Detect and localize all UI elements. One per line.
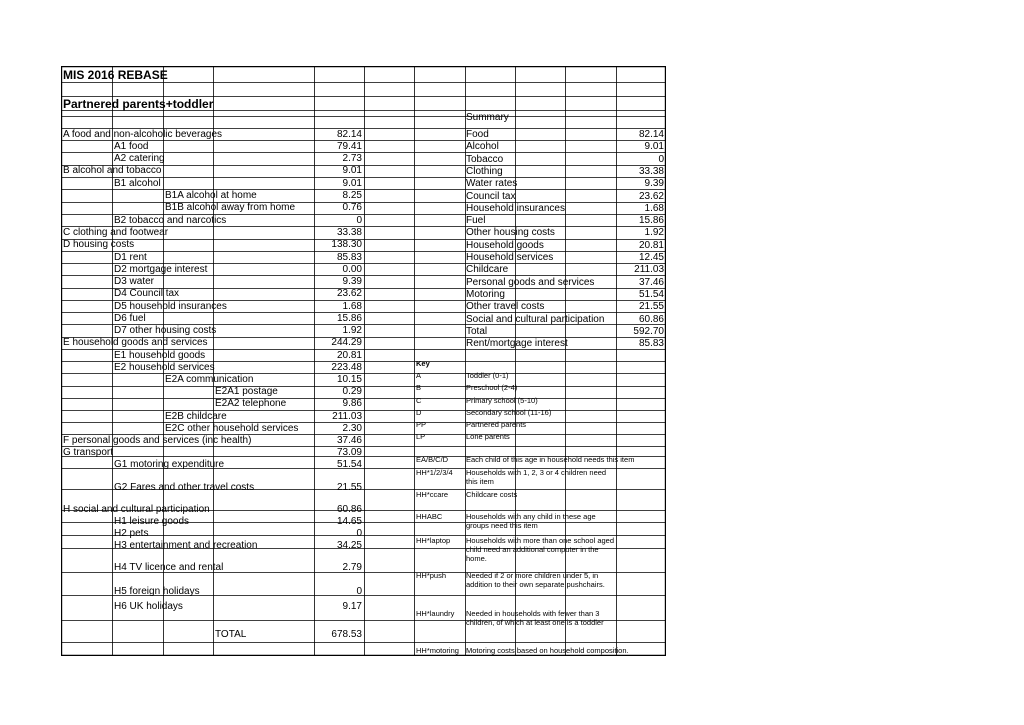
cost-item-value: 0 <box>356 528 362 539</box>
cost-item-label: E2A communication <box>165 374 254 385</box>
cost-item-value: 9.17 <box>342 601 362 612</box>
summary-item-value: 15.86 <box>638 215 664 226</box>
key-code: HH*ccare <box>416 490 449 499</box>
cost-item-value: 51.54 <box>336 459 362 470</box>
cost-item-label: B1 alcohol <box>114 178 161 189</box>
cost-item-value: 60.86 <box>336 504 362 515</box>
key-code: LP <box>416 432 426 441</box>
cost-item-value: 37.46 <box>336 435 362 446</box>
cost-item-value: 21.55 <box>336 482 362 493</box>
spreadsheet <box>61 66 666 656</box>
summary-item-label: Childcare <box>466 264 509 275</box>
key-description: Partnered parents <box>466 420 527 429</box>
key-code: HH*laptop <box>416 536 451 545</box>
key-code: PP <box>416 420 427 429</box>
cost-item-label: D7 other housing costs <box>114 325 217 336</box>
cost-item-value: 9.01 <box>342 178 362 189</box>
summary-item-label: Clothing <box>466 166 503 177</box>
cost-item-label: H1 leisure goods <box>114 516 190 527</box>
summary-item-label: Fuel <box>466 215 486 226</box>
key-heading: Key <box>416 359 430 368</box>
cost-item-value: 244.29 <box>331 337 362 348</box>
cost-item-label: B1A alcohol at home <box>165 190 257 201</box>
summary-item-value: 12.45 <box>638 252 664 263</box>
cost-item-value: 1.92 <box>342 325 362 336</box>
summary-item-label: Motoring <box>466 289 505 300</box>
key-code: EA/B/C/D <box>416 455 449 464</box>
cost-item-label: H2 pets <box>114 528 149 539</box>
cost-item-label: G1 motoring expenditure <box>114 459 225 470</box>
cost-item-value: 10.15 <box>336 374 362 385</box>
summary-item-value: 33.38 <box>638 166 664 177</box>
summary-item-value: 60.86 <box>638 314 664 325</box>
cost-item-value: 20.81 <box>336 350 362 361</box>
summary-item-label: Rent/mortgage interest <box>466 338 568 349</box>
summary-item-label: Alcohol <box>466 141 499 152</box>
cost-item-label: B1B alcohol away from home <box>165 202 296 213</box>
key-code: HHABC <box>416 512 443 521</box>
summary-item-value: 0 <box>658 154 664 165</box>
key-description: Toddler (0-1) <box>466 371 509 380</box>
cost-item-value: 2.79 <box>342 562 362 573</box>
cost-item-value: 33.38 <box>336 227 362 238</box>
key-code: C <box>416 396 422 405</box>
cost-item-label: H social and cultural participation <box>63 504 210 515</box>
summary-item-label: Food <box>466 129 489 140</box>
cost-item-label: E2B childcare <box>165 411 227 422</box>
summary-item-label: Tobacco <box>466 154 504 165</box>
summary-item-label: Water rates <box>466 178 518 189</box>
summary-item-value: 21.55 <box>638 301 664 312</box>
cost-item-label: F personal goods and services (inc health) <box>63 435 252 446</box>
summary-item-label: Other housing costs <box>466 227 555 238</box>
cost-item-value: 0 <box>356 586 362 597</box>
key-code: A <box>416 371 422 380</box>
cost-item-value: 85.83 <box>336 252 362 263</box>
summary-heading: Summary <box>466 112 509 123</box>
cost-item-value: 8.25 <box>342 190 362 201</box>
key-description: Needed if 2 or more children under 5, in addition to their own separate pushchairs. <box>466 571 605 589</box>
cost-item-value: 678.53 <box>331 629 362 640</box>
summary-item-label: Council tax <box>466 191 516 202</box>
sheet-title: MIS 2016 REBASE <box>63 68 168 82</box>
cost-item-label: G2 Fares and other travel costs <box>114 482 255 493</box>
key-description: Secondary school (11-16) <box>466 408 552 417</box>
cost-item-value: 0.76 <box>342 202 362 213</box>
summary-item-value: 9.39 <box>644 178 664 189</box>
key-description: Preschool (2-4) <box>466 383 518 392</box>
cost-item-value: 0.00 <box>342 264 362 275</box>
summary-item-value: 211.03 <box>634 264 664 275</box>
cost-item-value: 223.48 <box>331 362 362 373</box>
cost-item-label: A2 catering <box>114 153 165 164</box>
cost-item-label: B2 tobacco and narcotics <box>114 215 227 226</box>
summary-item-label: Household insurances <box>466 203 565 214</box>
cost-item-value: 2.73 <box>342 153 362 164</box>
cost-item-label: H6 UK holidays <box>114 601 183 612</box>
cost-item-label: D3 water <box>114 276 155 287</box>
key-description: Motoring costs based on household composition. <box>466 646 629 655</box>
key-code: HH*motoring <box>416 646 459 655</box>
cost-item-label: TOTAL <box>215 629 247 640</box>
cost-item-label: A1 food <box>114 141 149 152</box>
cost-item-value: 82.14 <box>336 129 362 140</box>
cost-item-label: H5 foreign holidays <box>114 586 200 597</box>
summary-item-value: 51.54 <box>638 289 664 300</box>
key-description: Primary school (5-10) <box>466 396 538 405</box>
summary-item-label: Personal goods and services <box>466 277 595 288</box>
summary-item-value: 37.46 <box>638 277 664 288</box>
cost-item-value: 1.68 <box>342 301 362 312</box>
key-code: B <box>416 383 422 392</box>
summary-item-value: 9.01 <box>644 141 664 152</box>
cost-item-value: 73.09 <box>336 447 362 458</box>
cost-item-value: 9.39 <box>342 276 362 287</box>
summary-item-value: 85.83 <box>638 338 664 349</box>
summary-item-value: 592.70 <box>633 326 664 337</box>
cost-item-label: E household goods and services <box>63 337 208 348</box>
key-code: D <box>416 408 422 417</box>
key-description: Households with more than one school aged child need an additional computer in the home. <box>466 536 615 563</box>
cost-item-label: H3 entertainment and recreation <box>114 540 258 551</box>
summary-item-label: Other travel costs <box>466 301 545 312</box>
cost-item-value: 138.30 <box>331 239 362 250</box>
key-description: Needed in households with fewer than 3 children, of which at least one is a toddler <box>466 609 604 627</box>
cost-item-label: D1 rent <box>114 252 147 263</box>
key-description: Lone parents <box>466 432 510 441</box>
summary-item-label: Social and cultural participation <box>466 314 605 325</box>
summary-item-value: 20.81 <box>638 240 664 251</box>
key-description: Each child of this age in household needs this item <box>466 455 635 464</box>
key-code: HH*push <box>416 571 447 580</box>
cost-item-value: 15.86 <box>336 313 362 324</box>
cost-item-label: H4 TV licence and rental <box>114 562 224 573</box>
summary-item-value: 23.62 <box>638 191 664 202</box>
cost-item-value: 34.25 <box>336 540 362 551</box>
cost-item-value: 0.29 <box>342 386 362 397</box>
sheet-subtitle: Partnered parents+toddler <box>63 97 214 111</box>
cost-item-value: 2.30 <box>342 423 362 434</box>
cost-item-value: 14.65 <box>336 516 362 527</box>
summary-item-label: Household goods <box>466 240 544 251</box>
cost-item-label: E1 household goods <box>114 350 206 361</box>
cost-item-label: D5 household insurances <box>114 301 227 312</box>
cost-item-label: E2C other household services <box>165 423 299 434</box>
cost-item-label: G transport <box>63 447 114 458</box>
cost-item-value: 9.86 <box>342 398 362 409</box>
cost-item-value: 211.03 <box>332 411 362 422</box>
summary-item-label: Total <box>466 326 488 337</box>
cost-item-label: E2A2 telephone <box>215 398 287 409</box>
cost-item-value: 23.62 <box>336 288 362 299</box>
summary-item-value: 1.68 <box>644 203 664 214</box>
summary-item-value: 82.14 <box>638 129 664 140</box>
key-description: Childcare costs <box>466 490 518 499</box>
cost-item-label: D6 fuel <box>114 313 146 324</box>
cost-item-label: E2 household services <box>114 362 215 373</box>
cost-item-value: 9.01 <box>342 165 362 176</box>
cost-item-label: B alcohol and tobacco <box>63 165 162 176</box>
cost-item-label: E2A1 postage <box>215 386 278 397</box>
key-code: HH*1/2/3/4 <box>416 468 453 477</box>
key-code: HH*laundry <box>416 609 455 618</box>
cost-item-value: 0 <box>356 215 362 226</box>
cost-item-label: D4 Council tax <box>114 288 180 299</box>
summary-item-label: Household services <box>466 252 554 263</box>
cost-item-value: 79.41 <box>336 141 362 152</box>
summary-item-value: 1.92 <box>644 227 664 238</box>
cost-item-label: C clothing and footwear <box>63 227 169 238</box>
cost-item-label: D2 mortgage interest <box>114 264 208 275</box>
key-description: Households with any child in these age groups need this item <box>466 512 596 530</box>
cost-item-label: D housing costs <box>63 239 135 250</box>
cost-item-label: A food and non-alcoholic beverages <box>63 129 223 140</box>
key-description: Households with 1, 2, 3 or 4 children need this item <box>466 468 607 486</box>
